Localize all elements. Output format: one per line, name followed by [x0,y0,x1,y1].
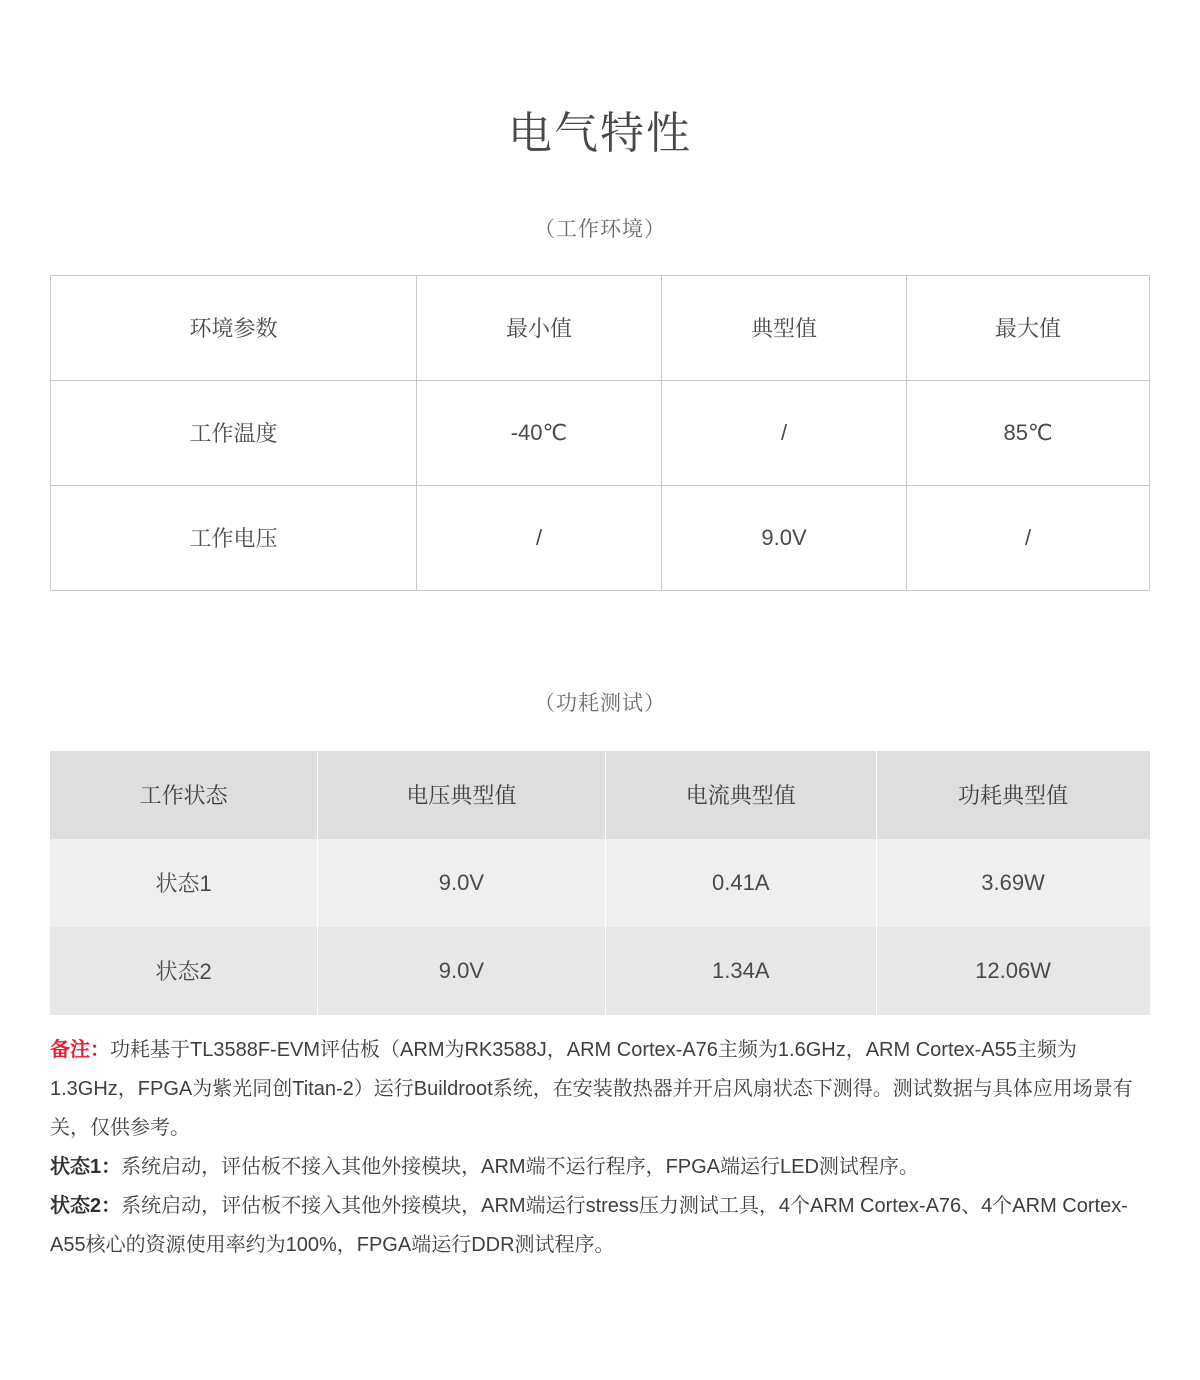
note-state1 [50,1148,1150,1187]
cell-parameter: 工作电压 [51,485,417,590]
column-header-min: 最小值 [416,275,661,380]
column-header-typ: 典型值 [662,275,907,380]
column-header-parameter: 环境参数 [51,275,417,380]
cell-current: 1.34A [605,927,876,1015]
note-state1-text: 系统启动，评估板不接入其他外接模块，ARM端不运行程序，FPGA端运行LED测试程序。 [121,1155,919,1178]
table-row [50,927,1150,1015]
cell-min: / [416,485,661,590]
column-header-state: 工作状态 [50,751,317,839]
cell-voltage: 9.0V [317,839,605,927]
cell-voltage: 9.0V [317,927,605,1015]
section-caption-power-test: （功耗测试） [534,691,666,715]
page-title: 电气特性 [508,109,692,158]
cell-typ: 9.0V [662,485,907,590]
table-row [51,485,1150,590]
table-row [50,839,1150,927]
cell-state: 状态2 [50,927,317,1015]
column-header-power-typ: 功耗典型值 [876,751,1150,839]
cell-parameter: 工作温度 [51,380,417,485]
cell-min: -40℃ [416,380,661,485]
note-remark-text: 功耗基于TL3588F-EVM评估板（ARM为RK3588J，ARM Cortex-A76主频为1.6GHz，ARM Cortex-A55主频为1.3GHz，FPGA为紫光同创Titan-2）运行Buildroot系统，在安装散热器并开启风扇状态下测得。测试数据与具体应用场景有关，仅供参考。 [50,1038,1133,1139]
note-remark [50,1031,1150,1148]
notes-section [50,1031,1150,1265]
cell-max: 85℃ [907,380,1150,485]
cell-max: / [907,485,1150,590]
note-state2 [50,1187,1150,1265]
table-row [51,275,1150,380]
column-header-max: 最大值 [907,275,1150,380]
column-header-voltage-typ: 电压典型值 [317,751,605,839]
note-state2-label: 状态2： [50,1194,122,1217]
power-consumption-table [50,751,1150,1015]
cell-typ: / [662,380,907,485]
cell-power: 12.06W [876,927,1150,1015]
cell-state: 状态1 [50,839,317,927]
table-row [51,380,1150,485]
note-state1-label: 状态1： [50,1155,122,1178]
table-header-row [50,751,1150,839]
cell-power: 3.69W [876,839,1150,927]
cell-current: 0.41A [605,839,876,927]
working-environment-table [50,275,1150,591]
note-remark-label: 备注： [50,1038,110,1061]
column-header-current-typ: 电流典型值 [605,751,876,839]
section-caption-working-environment: （工作环境） [534,217,666,241]
note-state2-text: 系统启动，评估板不接入其他外接模块，ARM端运行stress压力测试工具，4个ARM Cortex-A76、4个ARM Cortex-A55核心的资源使用率约为100%，FPGA端运行DDR测试程序。 [50,1194,1128,1256]
